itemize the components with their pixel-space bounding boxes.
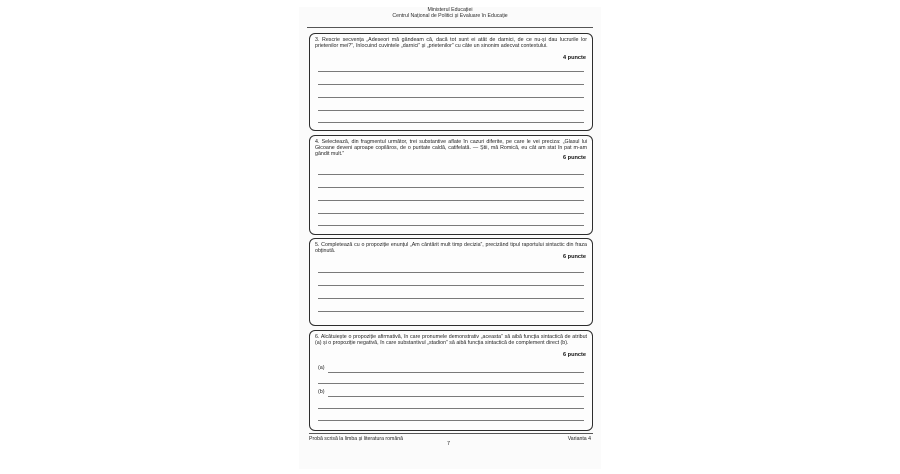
center-name: Centrul Național de Politici și Evaluare în Educație bbox=[392, 13, 508, 20]
question-6-points: 6 puncte bbox=[562, 352, 586, 358]
answer-line[interactable] bbox=[318, 311, 584, 312]
answer-line[interactable] bbox=[318, 200, 584, 201]
answer-label-a: (a) bbox=[318, 365, 325, 371]
question-4-text: 4. Selectează, din fragmentul următor, trei substantive aflate în cazuri diferite, pe care le vei preciza: „Glasul lui Gicoane deveni aproape copilăros, de o puritate caldă, catifelată. — Știi, mă Romică, eu cât am stat în pat m-am gândit mult.” bbox=[315, 139, 587, 158]
header-divider bbox=[307, 27, 593, 28]
page-number: 7 bbox=[447, 441, 450, 447]
question-4-points: 6 puncte bbox=[562, 155, 586, 161]
answer-line-a[interactable] bbox=[328, 372, 584, 373]
answer-line[interactable] bbox=[318, 71, 584, 72]
question-3-text: 3. Rescrie secvența „Adeseori mă gândeam că, dacă tot sunt ei atât de darnici, de ce nu-și dau lucrurile lor prietenilor mei?”, înlocuind cuvintele „darnici” și „prietenilor” cu câte un sinonim adecvat contextului. bbox=[315, 37, 587, 50]
answer-label-b: (b) bbox=[318, 389, 325, 395]
exam-page bbox=[299, 7, 601, 469]
answer-line[interactable] bbox=[318, 213, 584, 214]
ministry-name: Ministerul Educației bbox=[427, 7, 473, 13]
answer-line[interactable] bbox=[318, 110, 584, 111]
answer-line[interactable] bbox=[318, 285, 584, 286]
question-5-box bbox=[309, 238, 593, 326]
question-5-points: 6 puncte bbox=[562, 254, 586, 260]
question-6-box bbox=[309, 330, 593, 431]
question-6-text: 6. Alcătuiește o propoziție afirmativă, în care pronumele demonstrativ „aceasta” să aibă funcția sintactică de atribut (a) și o propoziție negativă, în care substantivul „stadion” să aibă funcția sintactică de complement direct (b). bbox=[315, 334, 587, 347]
answer-line[interactable] bbox=[318, 420, 584, 421]
answer-line-b[interactable] bbox=[328, 396, 584, 397]
answer-line[interactable] bbox=[318, 408, 584, 409]
answer-line[interactable] bbox=[318, 225, 584, 226]
question-5-text: 5. Completează cu o propoziție enunțul „Am cântărit mult timp decizia”, precizând tipul raportului sintactic din fraza obținută. bbox=[315, 242, 587, 255]
answer-line[interactable] bbox=[318, 383, 584, 384]
footer-divider bbox=[309, 433, 593, 434]
question-4-box bbox=[309, 135, 593, 235]
answer-line[interactable] bbox=[318, 187, 584, 188]
answer-line[interactable] bbox=[318, 84, 584, 85]
answer-line[interactable] bbox=[318, 174, 584, 175]
answer-line[interactable] bbox=[318, 272, 584, 273]
answer-line[interactable] bbox=[318, 97, 584, 98]
question-3-points: 4 puncte bbox=[562, 55, 586, 61]
page-header bbox=[299, 7, 601, 19]
answer-line[interactable] bbox=[318, 298, 584, 299]
answer-line[interactable] bbox=[318, 122, 584, 123]
footer-subject: Probă scrisă la limba și literatura română bbox=[309, 436, 403, 442]
question-3-box bbox=[309, 33, 593, 131]
footer-variant: Varianta 4 bbox=[567, 436, 591, 442]
